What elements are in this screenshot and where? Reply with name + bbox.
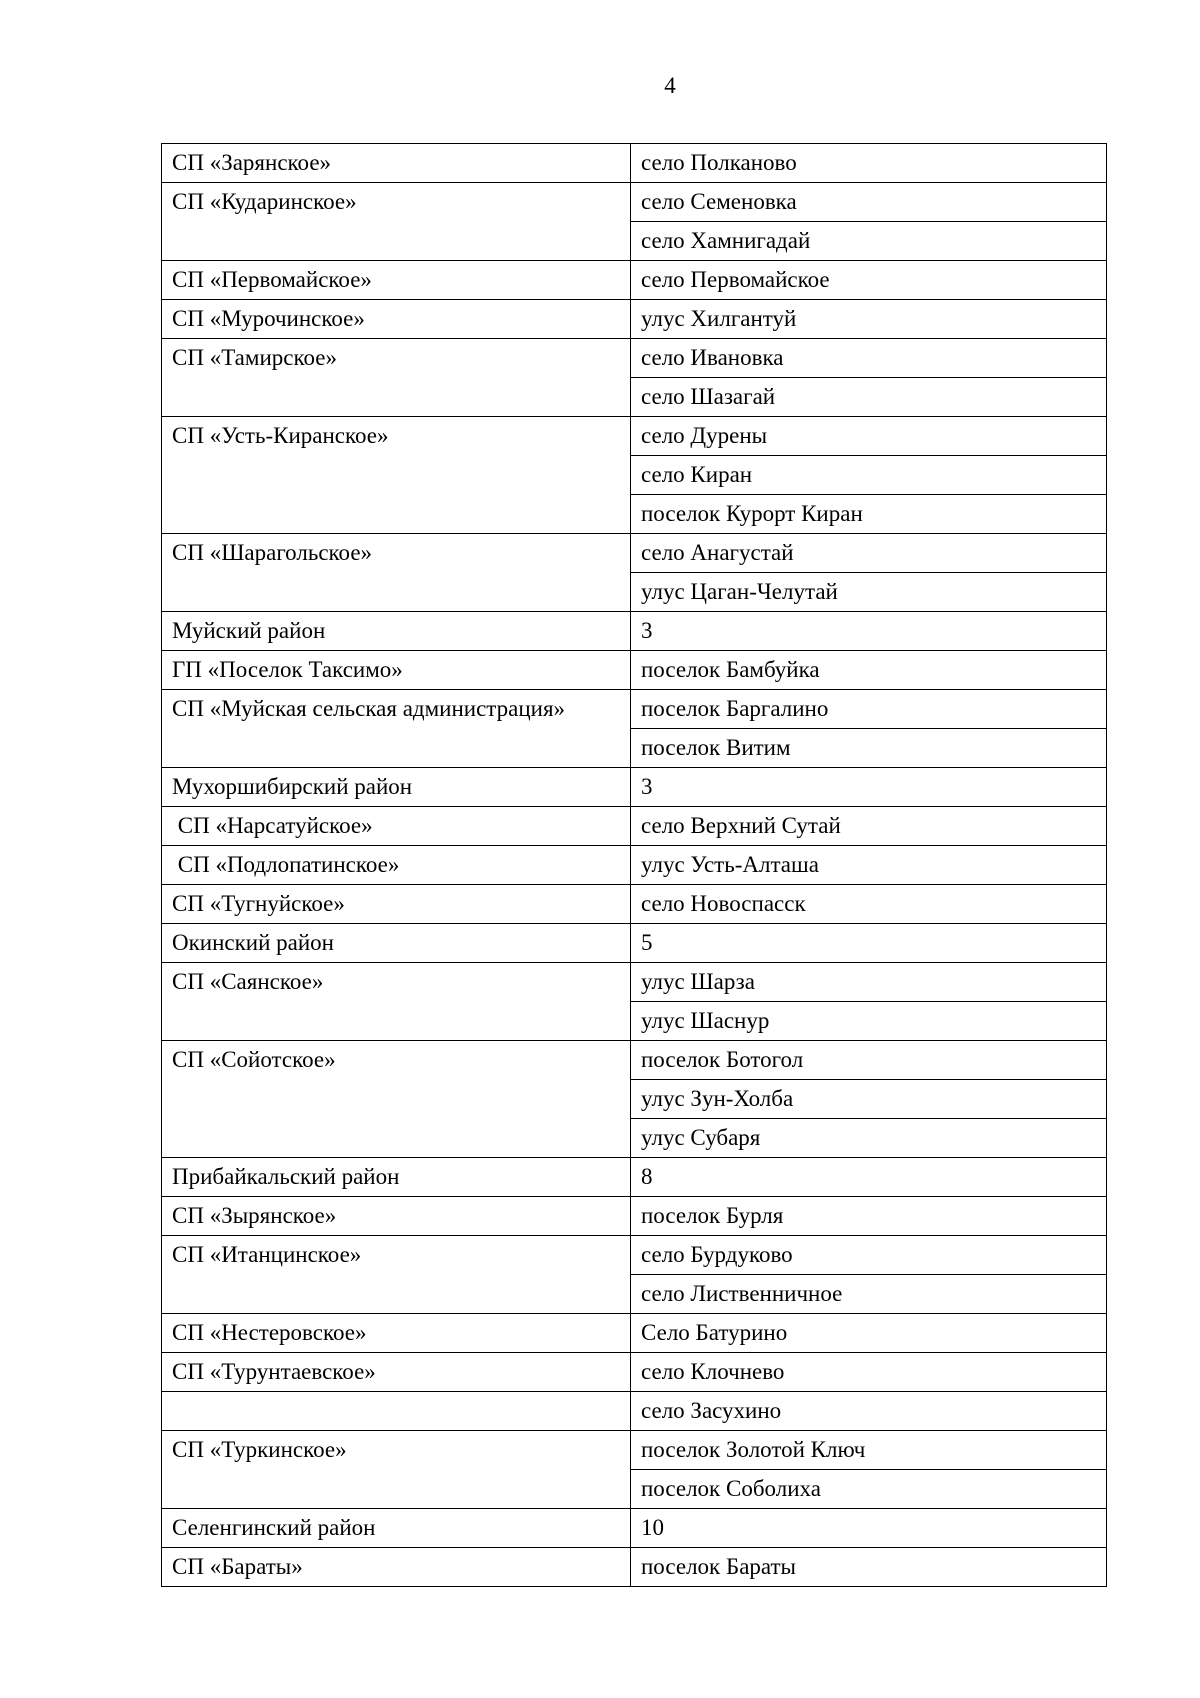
table-row bbox=[162, 1041, 1107, 1080]
municipality-cell: Прибайкальский район bbox=[162, 1158, 631, 1197]
municipality-cell: СП «Турунтаевское» bbox=[162, 1353, 631, 1392]
settlement-cell: 3 bbox=[631, 612, 1107, 651]
table-body bbox=[162, 144, 1107, 1587]
settlement-cell: 10 bbox=[631, 1509, 1107, 1548]
table-row bbox=[162, 924, 1107, 963]
municipality-cell: СП «Тугнуйское» bbox=[162, 885, 631, 924]
table-row bbox=[162, 300, 1107, 339]
municipality-cell: СП «Саянское» bbox=[162, 963, 631, 1041]
settlement-cell: поселок Курорт Киран bbox=[631, 495, 1107, 534]
table-row bbox=[162, 807, 1107, 846]
table-row bbox=[162, 534, 1107, 573]
settlement-cell: 8 bbox=[631, 1158, 1107, 1197]
table-row bbox=[162, 1392, 1107, 1431]
municipality-cell bbox=[162, 1392, 631, 1431]
settlement-cell: село Хамнигадай bbox=[631, 222, 1107, 261]
page-number: 4 bbox=[664, 73, 676, 98]
settlement-cell: село Полканово bbox=[631, 144, 1107, 183]
table-row bbox=[162, 1548, 1107, 1587]
table-row bbox=[162, 417, 1107, 456]
table-row bbox=[162, 339, 1107, 378]
settlement-cell: поселок Бамбуйка bbox=[631, 651, 1107, 690]
municipality-cell: ГП «Поселок Таксимо» bbox=[162, 651, 631, 690]
table-row bbox=[162, 690, 1107, 729]
settlement-cell: Село Батурино bbox=[631, 1314, 1107, 1353]
table-row bbox=[162, 1158, 1107, 1197]
settlement-cell: село Новоспасск bbox=[631, 885, 1107, 924]
municipality-cell: СП «Кударинское» bbox=[162, 183, 631, 261]
municipality-cell: СП «Шарагольское» bbox=[162, 534, 631, 612]
settlement-cell: село Шазагай bbox=[631, 378, 1107, 417]
settlement-cell: поселок Баргалино bbox=[631, 690, 1107, 729]
municipality-cell: СП «Зарянское» bbox=[162, 144, 631, 183]
municipality-cell: СП «Усть-Киранское» bbox=[162, 417, 631, 534]
table-row bbox=[162, 144, 1107, 183]
municipality-cell: СП «Первомайское» bbox=[162, 261, 631, 300]
table-row bbox=[162, 651, 1107, 690]
municipality-cell: СП «Зырянское» bbox=[162, 1197, 631, 1236]
table-row bbox=[162, 1353, 1107, 1392]
municipality-cell: СП «Туркинское» bbox=[162, 1431, 631, 1509]
settlement-cell: улус Шаснур bbox=[631, 1002, 1107, 1041]
table-row bbox=[162, 768, 1107, 807]
municipality-cell: СП «Бараты» bbox=[162, 1548, 631, 1587]
settlement-cell: улус Шарза bbox=[631, 963, 1107, 1002]
settlement-cell: поселок Ботогол bbox=[631, 1041, 1107, 1080]
settlement-cell: село Семеновка bbox=[631, 183, 1107, 222]
settlement-cell: 3 bbox=[631, 768, 1107, 807]
settlement-cell: поселок Золотой Ключ bbox=[631, 1431, 1107, 1470]
table-row bbox=[162, 1314, 1107, 1353]
municipality-cell: Мухоршибирский район bbox=[162, 768, 631, 807]
table-row bbox=[162, 846, 1107, 885]
table-row bbox=[162, 1509, 1107, 1548]
settlement-cell: село Лиственничное bbox=[631, 1275, 1107, 1314]
municipality-cell: Муйский район bbox=[162, 612, 631, 651]
settlement-cell: село Ивановка bbox=[631, 339, 1107, 378]
municipality-cell: СП «Тамирское» bbox=[162, 339, 631, 417]
settlement-cell: поселок Витим bbox=[631, 729, 1107, 768]
settlement-cell: село Первомайское bbox=[631, 261, 1107, 300]
settlement-cell: поселок Бурля bbox=[631, 1197, 1107, 1236]
municipality-cell: СП «Итанцинское» bbox=[162, 1236, 631, 1314]
settlement-cell: 5 bbox=[631, 924, 1107, 963]
settlement-cell: поселок Бараты bbox=[631, 1548, 1107, 1587]
settlement-cell: село Верхний Сутай bbox=[631, 807, 1107, 846]
settlement-cell: улус Цаган-Челутай bbox=[631, 573, 1107, 612]
table-row bbox=[162, 963, 1107, 1002]
settlement-cell: улус Хилгантуй bbox=[631, 300, 1107, 339]
municipality-cell: СП «Муйская сельская администрация» bbox=[162, 690, 631, 768]
settlement-cell: село Клочнево bbox=[631, 1353, 1107, 1392]
table-row bbox=[162, 612, 1107, 651]
settlement-cell: село Анагустай bbox=[631, 534, 1107, 573]
settlement-cell: село Засухино bbox=[631, 1392, 1107, 1431]
settlement-cell: село Дурены bbox=[631, 417, 1107, 456]
municipality-cell: СП «Сойотское» bbox=[162, 1041, 631, 1158]
table-row bbox=[162, 261, 1107, 300]
settlement-cell: улус Усть-Алташа bbox=[631, 846, 1107, 885]
settlement-cell: улус Субаря bbox=[631, 1119, 1107, 1158]
table-row bbox=[162, 885, 1107, 924]
settlement-cell: улус Зун-Холба bbox=[631, 1080, 1107, 1119]
settlement-cell: поселок Соболиха bbox=[631, 1470, 1107, 1509]
municipality-cell: СП «Подлопатинское» bbox=[162, 846, 631, 885]
table-row bbox=[162, 1236, 1107, 1275]
table-row bbox=[162, 183, 1107, 222]
settlements-table bbox=[161, 143, 1107, 1587]
settlement-cell: село Бурдуково bbox=[631, 1236, 1107, 1275]
municipality-cell: Окинский район bbox=[162, 924, 631, 963]
municipality-cell: Селенгинский район bbox=[162, 1509, 631, 1548]
table-row bbox=[162, 1197, 1107, 1236]
municipality-cell: СП «Нарсатуйское» bbox=[162, 807, 631, 846]
table-row bbox=[162, 1431, 1107, 1470]
municipality-cell: СП «Мурочинское» bbox=[162, 300, 631, 339]
municipality-cell: СП «Нестеровское» bbox=[162, 1314, 631, 1353]
settlement-cell: село Киран bbox=[631, 456, 1107, 495]
